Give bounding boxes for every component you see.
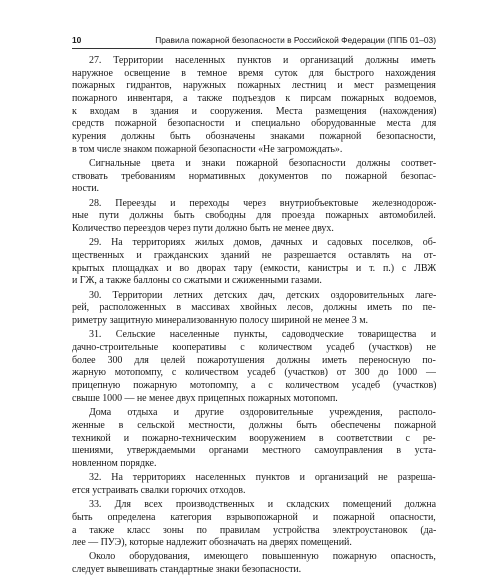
text-line: свыше 1000 — не менее двух прицепных пожарных мотопомп. xyxy=(72,392,338,404)
text-line: жарную мотопомпу, с количеством усадеб (участков) от 300 до 1000 — xyxy=(72,367,436,379)
text-line: женные в сельской местности, должны быть обеспечены пожарной xyxy=(72,419,436,431)
paragraph xyxy=(72,407,436,470)
paragraph xyxy=(72,290,436,328)
paragraph xyxy=(72,329,436,405)
text-line: лее — ПУЭ), которые надлежит обозначать на дверях помещений. xyxy=(72,537,352,549)
text-line: техникой и пожарно-техническим вооружением в соответствии с ре- xyxy=(72,432,436,444)
paragraph xyxy=(72,551,436,576)
text-line: Дома отдыха и другие оздоровительные учреждения, располо- xyxy=(89,407,436,419)
text-line: новленном порядке. xyxy=(72,457,157,469)
text-line: пожарного инвентаря, а также подъездов к пирсам пожарных водоемов, xyxy=(72,93,436,105)
text-line: 29. На территориях жилых домов, дачных и садовых поселков, об- xyxy=(89,237,436,249)
paragraph xyxy=(72,499,436,550)
text-line: Около оборудования, имеющего повышенную пожарную опасность, xyxy=(89,551,436,563)
text-line: щественных и гражданских зданий не разрешается оставлять на от- xyxy=(72,250,436,262)
text-line: риметру защитную минерализованную полосу шириной не менее 3 м. xyxy=(72,315,368,327)
text-line: шениями, утверждаемыми органами местного самоуправления в уста- xyxy=(72,445,436,457)
text-line: более 300 для целей пожаротушения должны иметь переносную по- xyxy=(72,354,436,366)
text-line: рей, расположенных в массивах хвойных лесов, должны иметь по пе- xyxy=(72,302,436,314)
text-line: наружное освещение в темное время суток для быстрого нахождения xyxy=(72,67,436,79)
text-line: 30. Территории летних детских дач, детских оздоровительных лаге- xyxy=(89,289,436,301)
text-line: ствовать требованиям нормативных документов по пожарной безопас- xyxy=(72,170,436,182)
text-line: 28. Переезды и переходы через внутриобъектовые железнодорож- xyxy=(89,197,436,209)
page-header xyxy=(72,33,436,47)
text-line: курения должны быть обозначены знаками пожарной безопасности, xyxy=(72,131,436,143)
text-line: ности. xyxy=(72,183,99,195)
text-line: 33. Для всех производственных и складских помещений должна xyxy=(89,499,436,511)
paragraph xyxy=(72,472,436,497)
paragraph xyxy=(72,158,436,196)
text-line: дачно-строительные кооперативы с количеством усадеб (участков) не xyxy=(72,342,436,354)
text-line: прицепную пожарную мотопомпу, а с количеством усадеб (участков) xyxy=(72,380,436,392)
text-line: быть определена категория взрывопожарной и пожарной опасности, xyxy=(72,511,436,523)
header-rule xyxy=(72,48,436,49)
running-title: Правила пожарной безопасности в Российской Федерации (ППБ 01–03) xyxy=(155,35,436,45)
text-line: в том числе знаком пожарной безопасности «Не загромождать». xyxy=(72,143,343,155)
text-line: Сигнальные цвета и знаки пожарной безопасности должны соответ- xyxy=(89,158,436,170)
text-line: крытых площадках и во дворах тару (емкости, канистры и т. п.) с ЛВЖ xyxy=(72,262,436,274)
paragraph xyxy=(72,198,436,236)
text-line: ные пути должны быть свободны для проезда пожарных автомобилей. xyxy=(72,210,436,222)
page-number: 10 xyxy=(72,35,82,45)
text-line: 31. Сельские населенные пункты, садоводческие товарищества и xyxy=(89,329,436,341)
text-line: Количество переездов через пути должно быть не менее двух. xyxy=(72,223,334,235)
text-line: а также класс зоны по правилам устройства электроустановок (да- xyxy=(72,524,436,536)
text-line: пожарных гидрантов, наружных пожарных лестниц и мест размещения xyxy=(72,80,436,92)
text-line: к входам в здания и сооружения. Места размещения (нахождения) xyxy=(72,105,436,117)
text-line: 32. На территориях населенных пунктов и организаций не разреша- xyxy=(89,472,436,484)
text-line: 27. Территории населенных пунктов и организаций должны иметь xyxy=(89,55,436,66)
paragraph xyxy=(72,55,436,157)
text-line: средств пожарной безопасности и специально оборудованные места для xyxy=(72,118,436,130)
paragraph xyxy=(72,237,436,288)
text-line: следует вывешивать стандартные знаки безопасности. xyxy=(72,564,302,576)
text-line: и ГЖ, а также баллоны со сжатыми и сжиженными газами. xyxy=(72,275,322,287)
text-line: ется устраивать свалки горючих отходов. xyxy=(72,484,246,496)
